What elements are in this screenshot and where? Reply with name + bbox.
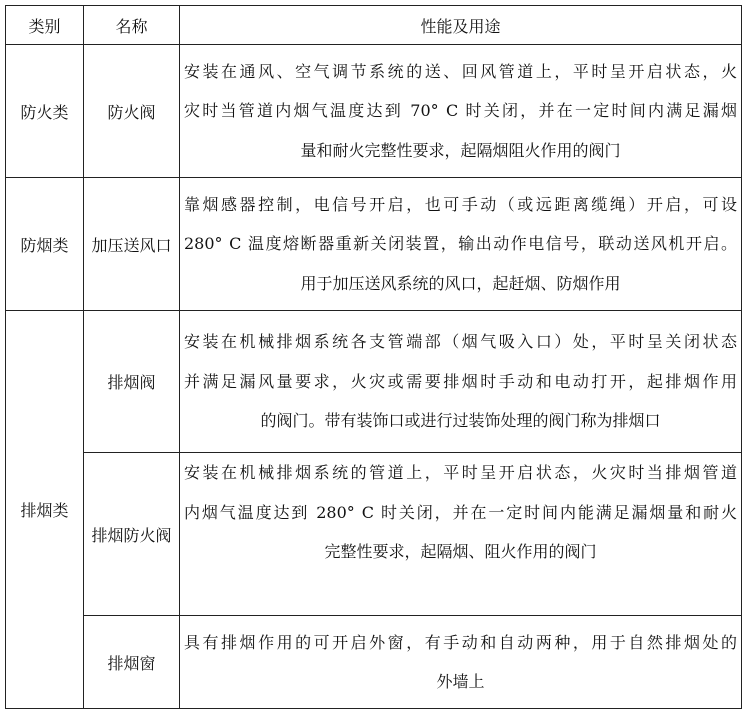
smoke-control-valve-table (5, 5, 742, 709)
usage-line: 的阀门。带有装饰口或进行过装饰处理的阀门称为排烟口 (260, 411, 661, 431)
usage-line: 280° C 温度熔断器重新关闭装置，输出动作电信号，联动送风机开启。 (184, 234, 737, 254)
usage-cell (180, 178, 742, 311)
usage-cell (180, 311, 742, 453)
category-cell: 排烟类 (6, 311, 84, 709)
usage-line: 安装在机械排烟系统的管道上，平时呈开启状态，火灾时当排烟管道 (184, 463, 737, 482)
usage-line: 具有排烟作用的可开启外窗，有手动和自动两种，用于自然排烟处的 (184, 632, 737, 652)
name-cell: 排烟阀 (84, 311, 180, 453)
name-cell: 防火阀 (84, 45, 180, 178)
usage-cell (180, 453, 742, 616)
category-cell: 防烟类 (6, 178, 84, 311)
name-cell: 加压送风口 (84, 178, 180, 311)
name-cell: 排烟防火阀 (84, 453, 180, 616)
usage-line: 灾时当管道内烟气温度达到 70° C 时关闭，并在一定时间内满足漏烟 (184, 101, 737, 121)
table-row (6, 311, 742, 453)
usage-line: 并满足漏风量要求，火灾或需要排烟时手动和电动打开，起排烟作用 (184, 371, 737, 391)
header-category: 类别 (6, 6, 84, 45)
usage-line: 外墙上 (436, 672, 485, 691)
usage-line: 安装在机械排烟系统各支管端部（烟气吸入口）处，平时呈关闭状态 (184, 332, 737, 352)
usage-line: 内烟气温度达到 280° C 时关闭，并在一定时间内能满足漏烟量和耐火 (184, 502, 737, 522)
table-row (6, 616, 742, 709)
usage-cell (180, 616, 742, 709)
table-row (6, 178, 742, 311)
usage-line: 完整性要求，起隔烟、阻火作用的阀门 (324, 542, 597, 561)
header-name: 名称 (84, 6, 180, 45)
usage-line: 靠烟感器控制，电信号开启，也可手动（或远距离缆绳）开启，可设 (184, 194, 737, 214)
table-row (6, 45, 742, 178)
usage-line: 安装在通风、空气调节系统的送、回风管道上，平时呈开启状态，火 (184, 61, 737, 81)
usage-cell (180, 45, 742, 178)
table-header-row (6, 6, 742, 45)
usage-line: 量和耐火完整性要求，起隔烟阻火作用的阀门 (300, 140, 621, 160)
header-usage: 性能及用途 (180, 6, 742, 45)
table-row (6, 453, 742, 616)
name-cell: 排烟窗 (84, 616, 180, 709)
category-cell: 防火类 (6, 45, 84, 178)
usage-line: 用于加压送风系统的风口，起赶烟、防烟作用 (300, 273, 621, 293)
